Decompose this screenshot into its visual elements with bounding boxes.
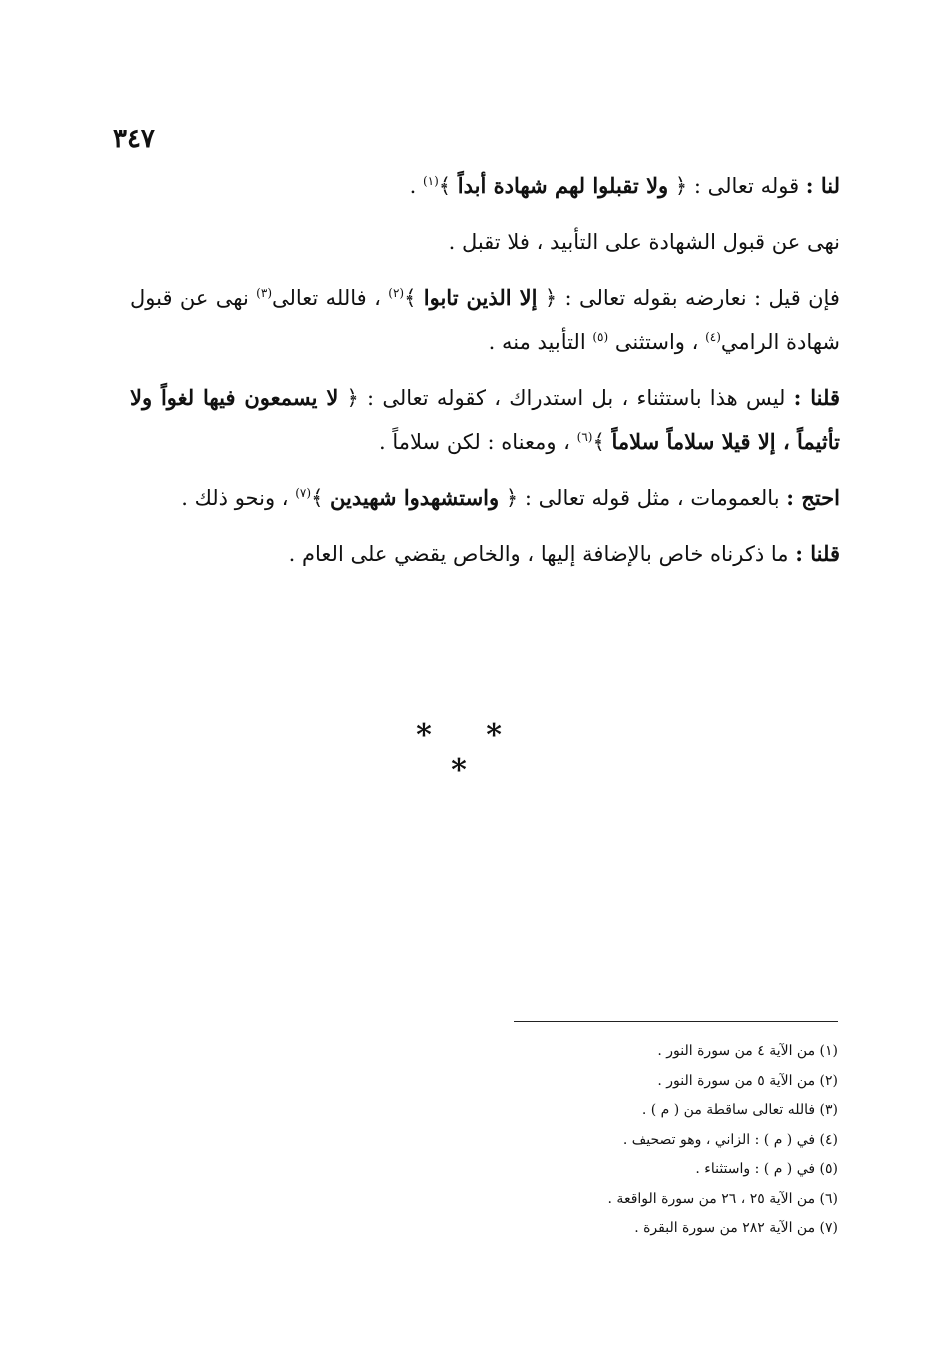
paragraph-text: ، فالله تعالى bbox=[272, 286, 389, 310]
paragraph-proof bbox=[130, 164, 840, 208]
quran-brace-open: ﴿ bbox=[338, 386, 359, 410]
quran-quote: واستشهدوا شهيدين bbox=[330, 485, 500, 510]
paragraph-text: نهى عن قبول شهادة الرامي bbox=[130, 286, 840, 354]
paragraph-lead: احتج : bbox=[786, 485, 840, 510]
footnotes bbox=[500, 1037, 838, 1244]
paragraph-text: ما ذكرناه خاص بالإضافة إليها ، والخاص يقضي على العام . bbox=[288, 542, 796, 566]
paragraph-text: بالعمومات ، مثل قوله تعالى : bbox=[518, 486, 787, 510]
paragraph-text: فإن قيل : نعارضه بقوله تعالى : bbox=[557, 286, 840, 310]
quran-brace-close: ﴾ bbox=[404, 286, 424, 310]
paragraph-lead: لنا : bbox=[805, 173, 840, 198]
footnote-7: (٧) من الآية ٢٨٢ من سورة البقرة . bbox=[634, 1220, 838, 1236]
paragraph-text: قوله تعالى : bbox=[687, 174, 806, 198]
paragraph-reply bbox=[130, 376, 840, 464]
paragraph-lead: قلنا : bbox=[793, 385, 841, 410]
footnote-5: (٥) في ( م ) : واستثناء . bbox=[695, 1161, 838, 1177]
footnote-ref: (٥) bbox=[592, 330, 609, 344]
footnote-ref: (٤) bbox=[705, 330, 721, 344]
paragraph-text: ، واستثنى bbox=[608, 330, 706, 354]
quran-brace-close: ﴾ bbox=[592, 430, 612, 454]
quran-brace-open: ﴿ bbox=[668, 174, 688, 198]
footnote-4: (٤) في ( م ) : الزاني ، وهو تصحيف . bbox=[622, 1131, 838, 1148]
paragraph-lead: قلنا : bbox=[795, 541, 840, 566]
footnote-ref: (٣) bbox=[256, 286, 272, 300]
quran-quote: لا يسمعون فيها لغواً ولا تأثيماً ، إلا قيلا سلاماً سلاماً bbox=[130, 385, 840, 454]
quran-brace-open: ﴿ bbox=[537, 286, 558, 310]
paragraph-objection bbox=[130, 276, 840, 364]
section-separator: * * * bbox=[416, 718, 524, 788]
quran-brace-open: ﴿ bbox=[499, 486, 519, 510]
paragraph-text: التأبيد منه . bbox=[488, 330, 593, 354]
quran-brace-close: ﴾ bbox=[438, 174, 458, 198]
quran-quote: إلا الذين تابوا bbox=[423, 285, 538, 310]
paragraph-argument bbox=[130, 476, 840, 520]
quran-quote: ولا تقبلوا لهم شهادة أبداً bbox=[457, 173, 669, 198]
paragraph-conclusion bbox=[130, 532, 840, 576]
page-number: ٣٤٧ bbox=[113, 124, 155, 154]
footnote-6: (٦) من الآية ٢٥ ، ٢٦ من سورة الواقعة . bbox=[607, 1190, 838, 1207]
footnote-ref: (٧) bbox=[295, 486, 312, 500]
main-text bbox=[130, 164, 840, 588]
footnote-1: (١) من الآية ٤ من سورة النور . bbox=[657, 1043, 838, 1059]
quran-brace-close: ﴾ bbox=[311, 486, 331, 510]
footnote-2: (٢) من الآية ٥ من سورة النور . bbox=[657, 1072, 838, 1089]
footnote-ref: (١) bbox=[422, 174, 439, 188]
paragraph-text: ليس هذا باستثناء ، بل استدراك ، كقوله تعالى : bbox=[358, 386, 794, 410]
paragraph-explanation: نهى عن قبول الشهادة على التأبيد ، فلا تقبل . bbox=[448, 230, 840, 254]
footnote-divider bbox=[514, 1021, 838, 1022]
footnote-ref: (٦) bbox=[576, 430, 593, 444]
paragraph-text: ، ومعناه : لكن سلاماً . bbox=[379, 430, 577, 454]
paragraph-text: . bbox=[409, 174, 423, 198]
footnote-3: (٣) فالله تعالى ساقطة من ( م ) . bbox=[641, 1102, 838, 1118]
paragraph-text: ، ونحو ذلك . bbox=[181, 486, 296, 510]
footnote-ref: (٢) bbox=[388, 286, 405, 300]
